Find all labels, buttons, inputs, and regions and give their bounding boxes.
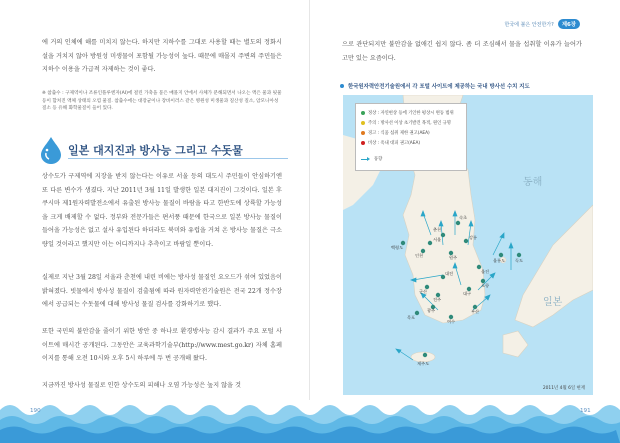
city-label: 서울: [433, 237, 442, 242]
chapter-badge: 제6장: [558, 19, 580, 29]
water-drop-icon: [38, 136, 64, 164]
city-label: 제주도: [417, 361, 430, 366]
legend-label: 주의 : 방사선 이상 초기발견 목적, 원인 규명: [368, 121, 451, 126]
city-label: 백령도: [391, 245, 404, 250]
sea-label-japan: 일본: [543, 297, 563, 308]
city-label: 울릉도: [493, 258, 506, 263]
wind-arrow-icon: [361, 157, 371, 161]
status-emergency-icon: [361, 141, 365, 145]
city-label: 인천: [415, 253, 424, 258]
city-label: 원주: [449, 255, 458, 260]
city-label: 속초: [459, 215, 468, 220]
body-paragraph: 또한 국민의 불안감을 줄이기 위한 방안 중 하나로 환경방사능 감시 결과가 주요 포털 사이트에 매시간 공개된다. 그동안은 교육과학기술부(http://www.mest.go.kr) 자체 홈페이지를 통해 오전 10시와 오후 5시 하루에 두 번 공개해 왔다.: [42, 328, 282, 362]
legend-label: 풍향: [374, 157, 383, 162]
city-label: 목포: [407, 315, 416, 320]
legend-item: [361, 108, 461, 118]
city-label: 울진: [481, 269, 490, 274]
city-label: 독도: [515, 258, 524, 263]
section-divider: [68, 158, 288, 159]
city-label: 강릉: [469, 235, 478, 240]
city-label: 여수: [447, 319, 456, 324]
body-paragraph: 실제로 지난 3월 28일 서울과 춘천에 내린 비에는 방사성 물질인 요오드가 섞여 있었음이 밝혀졌다. 빗물에서 방사성 물질이 검출됨에 따라 원자력안전기술원은 전국 22개 정수장에서 공급되는 수돗물에 대해 방사성 물질 검사를 강화하기로 했다.: [42, 274, 282, 308]
city-label: 부산: [471, 309, 480, 314]
map-caption-text: 한국원자력안전기술원에서 각 포털 사이트에 제공하는 국내 방사선 수치 지도: [348, 84, 530, 90]
section-title: 일본 대지진과 방사능 그리고 수돗물: [68, 144, 243, 157]
page-number-left: 190: [30, 408, 41, 414]
running-header-title: 한국에 불은 안전한가?: [504, 21, 554, 28]
city-label: 광주: [427, 308, 436, 313]
legend-item: [361, 138, 461, 148]
city-label: 춘천: [433, 227, 442, 232]
body-paragraph: 지금까진 방사성 물질로 인한 상수도의 피해나 오염 가능성은 높지 않을 것: [42, 382, 241, 389]
city-label: 전주: [433, 297, 442, 302]
wave-footer-decoration: [0, 398, 620, 443]
legend-item: [361, 128, 461, 138]
map-date: 2011년 4월 6일 현재: [542, 386, 585, 391]
map-legend: [355, 103, 467, 171]
running-header: [505, 19, 580, 29]
legend-label: 정상 : 자연현상 등에 기인한 평상시 변동 범위: [368, 111, 454, 116]
body-paragraph: 상수도가 구제역에 지장을 받지 않는다는 이유로 서울 등의 대도시 주민들이 안심하기엔 또 다른 변수가 생겼다. 지난 2011년 3월 11일 발생한 일본 대지진이 그것이다. 일본 후쿠시마 제1원자력발전소에서 유출된 방사능 물질이 바람을 타고 한반도에 상륙할 가능성을 크게 배제할 수 없다. 정부와 전문가들은 편서풍 때문에 한국으로 일본 방사능 물질이 들어올 가능성은 없고 설사 유입된다 하더라도 북미와 유럽을 거쳐 온 방사능 물질은 극소량일 것이라고 했지만 이는 어디까지나 추측이고 바람일 뿐이다.: [42, 173, 282, 248]
city-label: 대전: [445, 271, 454, 276]
section-heading: [38, 136, 288, 164]
map-caption: [340, 82, 530, 90]
legend-label: 비상 : 옥내 대피 권고(AEA): [368, 141, 421, 146]
sea-label-east: 동해: [523, 177, 543, 188]
legend-label: 경고 : 식품 섭취 제한 권고(AEA): [368, 131, 430, 136]
city-label: 대구: [463, 291, 472, 296]
footnote: ※ 참출수 : 구제역이나 조류인플루엔자(AI)에 걸린 가축을 묻은 매몰지 안에서 사체가 분해되면서 나오는 액은 물과 핏물 등이 합쳐진 액체 상태의 오염 물질. 참출수에는 대장균이나 장바이러스 같은 병원성 미생물과 질산성 질소, 암모니아성 질소 등 유해 화학물질이 들어 있다.: [42, 91, 282, 112]
legend-item: [361, 154, 461, 164]
radiation-map: [343, 95, 593, 395]
caption-bullet-icon: [340, 84, 344, 88]
status-caution-icon: [361, 121, 365, 125]
body-paragraph: 으로 관단되지만 불안감을 없애긴 쉽지 않다. 좀 더 조심해서 물을 섭취할 이유가 늘어가고만 있는 요즘이다.: [342, 41, 582, 62]
legend-item: [361, 118, 461, 128]
page-gutter: [309, 0, 310, 400]
city-label: 포항: [481, 283, 490, 288]
page-number-right: 191: [580, 408, 591, 414]
status-normal-icon: [361, 111, 365, 115]
body-paragraph: 에 거의 인체에 해를 미치지 않는다. 하지만 지하수를 그대로 사용할 때는 별도의 정화시설을 거치지 않아 방원성 미생물이 포함될 가능성이 높다. 때문에 매몰지 주변의 주민들은 지하수 이용을 가급적 자제하는 것이 좋다.: [42, 39, 282, 73]
status-warning-icon: [361, 131, 365, 135]
city-label: 군산: [419, 289, 428, 294]
